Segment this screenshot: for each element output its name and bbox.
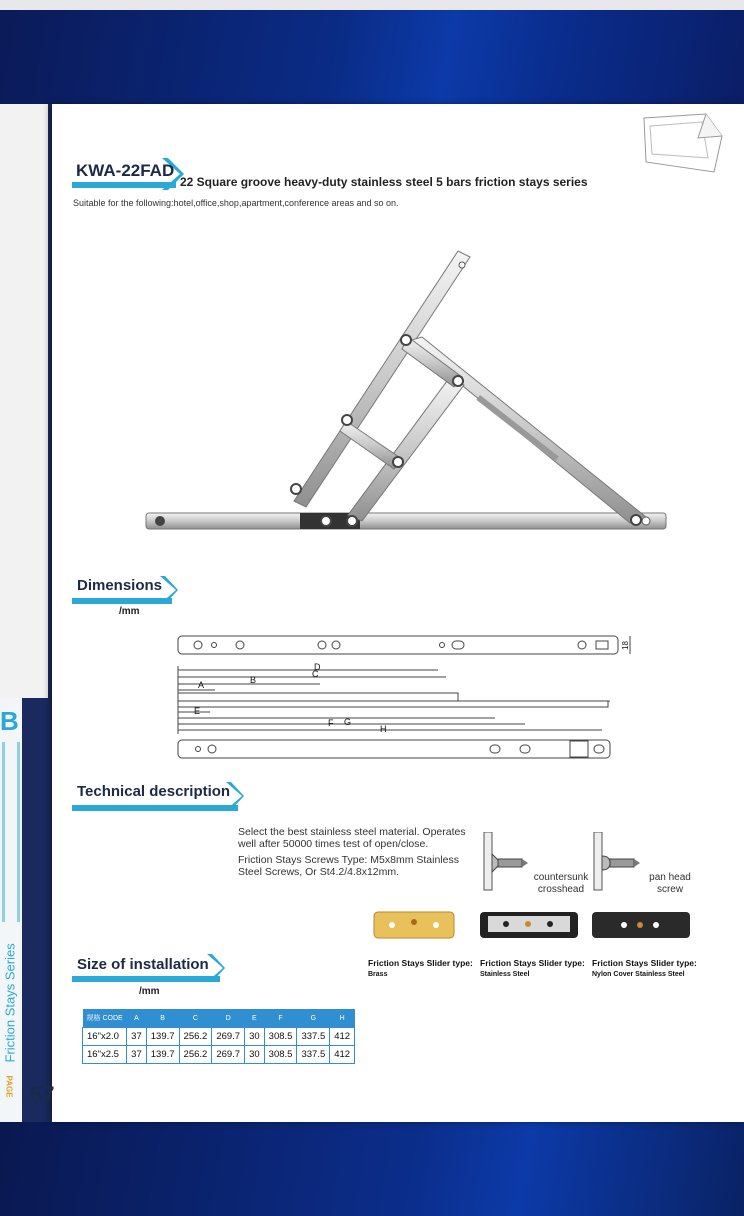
- dim-label-g: G: [344, 717, 352, 727]
- technical-para1: Select the best stainless steel material. Operates well after 50000 times test of open/close.: [238, 826, 466, 850]
- dimensions-underline: [72, 598, 172, 604]
- page-curl-icon: [636, 108, 726, 178]
- stainless-slider-image: [478, 910, 580, 940]
- installation-unit: /mm: [139, 986, 160, 997]
- countersunk-label: countersunk crosshead: [533, 872, 589, 895]
- page-number: 57: [30, 1082, 55, 1107]
- nylon-slider-image: [590, 910, 692, 940]
- header-g: G: [297, 1009, 330, 1028]
- countersunk-screw-icon: [478, 832, 528, 892]
- top-strip: [0, 0, 744, 10]
- header-c: C: [179, 1009, 212, 1028]
- friction-stay-image: [140, 245, 672, 540]
- dimensions-title: Dimensions: [77, 577, 163, 594]
- table-row: 16"x2.5 37 139.7 256.2 269.7 30 308.5 337.5 412: [83, 1046, 355, 1064]
- header-d: D: [212, 1009, 245, 1028]
- technical-para2: Friction Stays Screws Type: M5x8mm Stainless Steel Screws, Or St4.2/4.8x12mm.: [238, 854, 459, 878]
- dim-label-a: A: [198, 680, 205, 690]
- slider-nylon-label: Friction Stays Slider type: Nylon Cover Stainless Steel: [592, 958, 697, 978]
- installation-title: Size of installation: [77, 956, 209, 973]
- side-section-letter: B: [0, 706, 19, 736]
- bottom-background: [0, 1122, 744, 1216]
- header-h: H: [330, 1009, 355, 1028]
- pan-head-label: pan head screw: [649, 872, 691, 895]
- pan-head-screw-icon: [590, 832, 640, 892]
- slider-brass-type: Brass: [368, 971, 388, 978]
- product-code: KWA-22FAD: [76, 161, 175, 180]
- header-code: 规格 CODE: [83, 1009, 127, 1028]
- slider-stainless-type: Stainless Steel: [480, 971, 530, 978]
- top-background: [0, 0, 744, 104]
- suitable-text: Suitable for the following:hotel,office,shop,apartment,conference areas and so on.: [73, 198, 399, 208]
- dim-label-d: D: [314, 662, 321, 672]
- slider-stainless-label: Friction Stays Slider type: Stainless Steel: [480, 958, 585, 978]
- slider-nylon-type: Nylon Cover Stainless Steel: [592, 971, 685, 978]
- header-a: A: [127, 1009, 147, 1028]
- previous-page-edge: [0, 104, 48, 698]
- table-header-row: [83, 1009, 355, 1028]
- side-chevron: [2, 742, 20, 922]
- table-row: 16"x2.0 37 139.7 256.2 269.7 30 308.5 337.5 412: [83, 1028, 355, 1046]
- size-table: [82, 1009, 355, 1064]
- dim-label-f: F: [328, 718, 334, 728]
- product-description: 22 Square groove heavy-duty stainless steel 5 bars friction stays series: [180, 175, 588, 189]
- header-b: B: [146, 1009, 179, 1028]
- dim-width: 18: [621, 641, 630, 650]
- dimension-drawing: [170, 630, 640, 765]
- dim-label-c: C: [312, 669, 319, 679]
- installation-underline: [72, 976, 220, 982]
- technical-title: Technical description: [77, 783, 231, 800]
- dim-label-e: E: [194, 706, 201, 716]
- page-label: PAGE: [4, 1075, 14, 1098]
- technical-underline: [72, 805, 238, 811]
- header-f: F: [264, 1009, 297, 1028]
- brass-slider-image: [372, 910, 456, 940]
- header-e: E: [245, 1009, 265, 1028]
- dimensions-unit: /mm: [119, 606, 140, 617]
- side-series-label: Friction Stays Series: [2, 943, 18, 1063]
- dim-label-b: B: [250, 675, 257, 685]
- technical-text: [238, 826, 478, 878]
- dim-label-h: H: [380, 724, 387, 734]
- slider-brass-label: Friction Stays Slider type: Brass: [368, 958, 473, 978]
